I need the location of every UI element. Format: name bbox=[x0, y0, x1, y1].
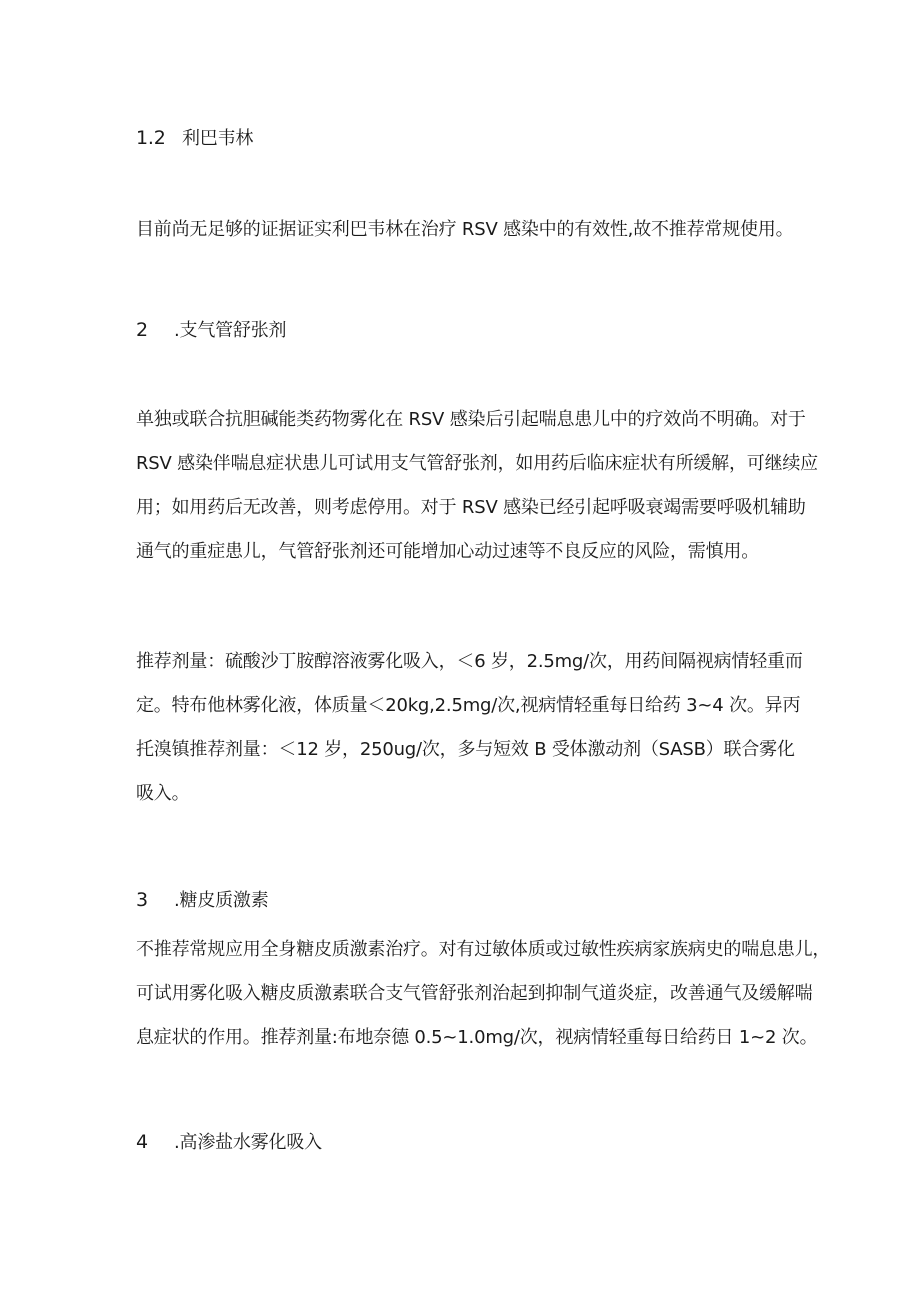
text-line: 单独或联合抗胆碱能类药物雾化在 RSV 感染后引起喘息患儿中的疗效尚不明确。对于 bbox=[136, 409, 806, 430]
section-number: 2 bbox=[136, 319, 148, 341]
text-line: 托溴镇推荐剂量：＜12 岁，250ug/次，多与短效 B 受体激动剂（SASB）联合雾化 bbox=[136, 739, 795, 760]
section-heading-4 bbox=[136, 1128, 786, 1154]
section-number: 1.2 bbox=[136, 127, 166, 149]
text-line: RSV 感染伴喘息症状患儿可试用支气管舒张剂，如用药后临床症状有所缓解，可继续应 bbox=[136, 453, 818, 474]
section-heading-3 bbox=[136, 886, 786, 912]
section-number: 3 bbox=[136, 889, 148, 911]
paragraph-corticosteroid bbox=[136, 928, 831, 1060]
text-line: 不推荐常规应用全身糖皮质激素治疗。对有过敏体质或过敏性疾病家族病史的喘息患儿， bbox=[136, 939, 831, 960]
text-line: 息症状的作用。推荐剂量:布地奈德 0.5~1.0mg/次，视病情轻重每日给药日 1~2 次。 bbox=[136, 1027, 818, 1048]
section-title: 利巴韦林 bbox=[182, 128, 254, 149]
section-title: .糖皮质激素 bbox=[174, 890, 269, 911]
text-line: 用；如用药后无改善，则考虑停用。对于 RSV 感染已经引起呼吸衰竭需要呼吸机辅助 bbox=[136, 497, 806, 518]
paragraph-ribavirin: 目前尚无足够的证据证实利巴韦林在治疗 RSV 感染中的有效性,故不推荐常规使用。 bbox=[136, 219, 794, 240]
text-line: 定。特布他林雾化液，体质量＜20kg,2.5mg/次,视病情轻重每日给药 3~4 次。异丙 bbox=[136, 695, 801, 716]
section-title: .高渗盐水雾化吸入 bbox=[174, 1132, 322, 1153]
text-line: 可试用雾化吸入糖皮质激素联合支气管舒张剂治起到抑制气道炎症，改善通气及缓解喘 bbox=[136, 983, 813, 1004]
text-line: 吸入。 bbox=[136, 783, 190, 804]
section-number: 4 bbox=[136, 1131, 148, 1153]
section-title: .支气管舒张剂 bbox=[174, 320, 287, 341]
section-heading-2 bbox=[136, 316, 786, 342]
text-line: 通气的重症患儿，气管舒张剂还可能增加心动过速等不良反应的风险，需慎用。 bbox=[136, 541, 759, 562]
paragraph-bronchodilator bbox=[136, 398, 818, 574]
text-line: 推荐剂量：硫酸沙丁胺醇溶液雾化吸入，＜6 岁，2.5mg/次，用药间隔视病情轻重而 bbox=[136, 651, 803, 672]
section-heading-1-2 bbox=[136, 124, 786, 150]
paragraph-dosage bbox=[136, 640, 803, 816]
